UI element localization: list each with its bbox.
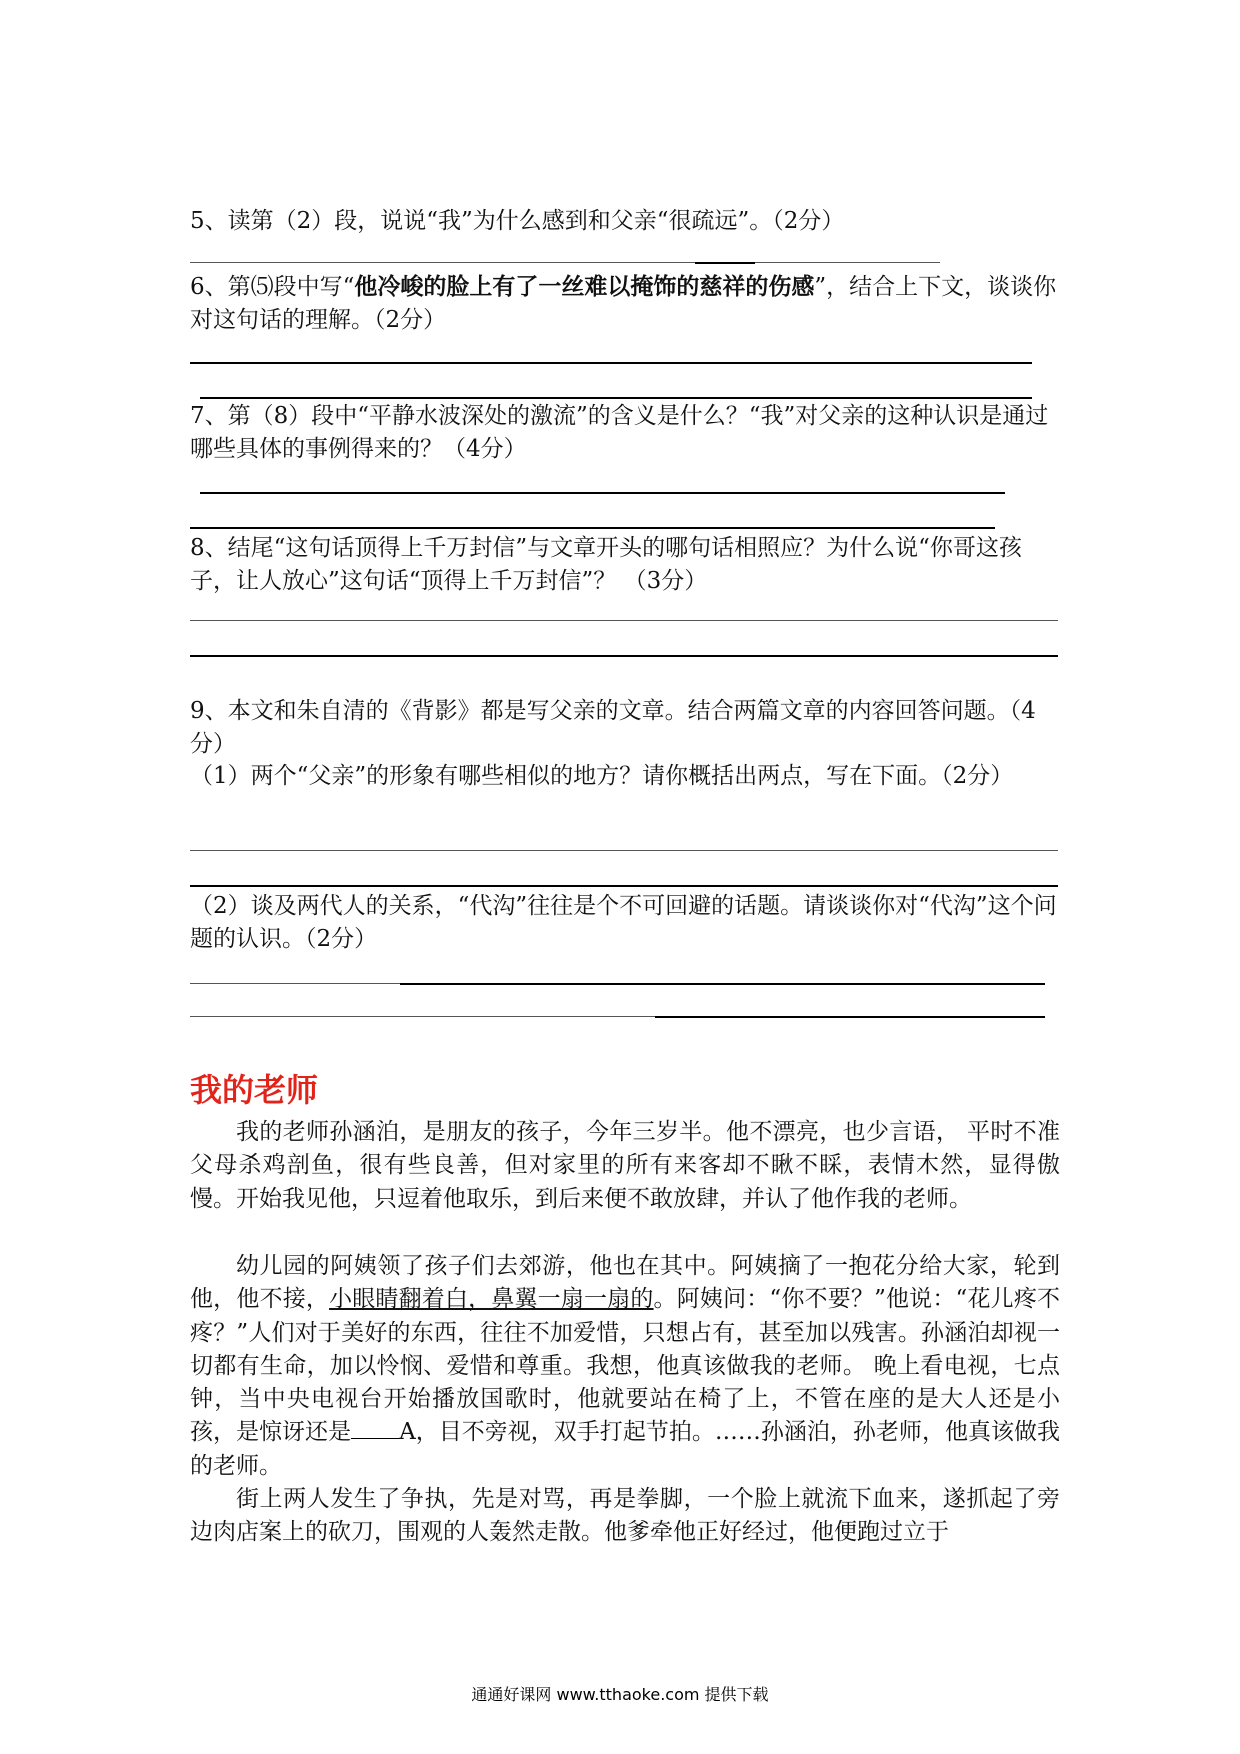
answer-line [190,885,1058,887]
question-6-lead: 6、第⑸段中写“ [190,274,355,300]
answer-line [190,362,1032,364]
question-5: 5、读第（2）段，说说“我”为什么感到和父亲“很疏远”。（2分） [190,208,845,234]
paragraph-2-text: ，目不旁视，双手打起节拍。……孙涵泊，孙老师，他真该做我的老师。 [190,1419,1061,1479]
question-9-part-2: （2）谈及两代人的关系，“代沟”往往是个不可回避的话题。请谈谈你对“代沟”这个问题的认识。（2分） [190,893,1057,952]
answer-line [655,1016,1045,1018]
fill-in-blank [351,1416,399,1439]
blank-marker: A [399,1419,416,1446]
article-paragraph-1: 我的老师孙涵泊，是朋友的孩子，今年三岁半。他不漂亮，也少言语， 平时不准父母杀鸡剖鱼，很有些良善，但对家里的所有来客却不瞅不睬，表情木然，显得傲慢。开始我见他，只逗着他取乐，到后来便不敢放肆，并认了他作我的老师。 [190,1119,1060,1212]
question-9-part-1: （1）两个“父亲”的形象有哪些相似的地方？请你概括出两点，写在下面。（2分） [190,763,1014,789]
underlined-phrase: 小眼睛翻着白，鼻翼一扇一扇的 [329,1286,654,1313]
answer-line [200,397,1032,399]
answer-line [695,262,755,264]
answer-line [190,850,1058,851]
question-6-quote: 他冷峻的脸上有了一丝难以掩饰的慈祥的伤感 [354,273,815,300]
answer-line [190,1016,655,1017]
answer-line [200,492,1005,494]
paragraph-2-text: 幼儿园的阿姨领了孩子们去郊游，他也在其中。阿姨摘了一抱花分给大家，轮到他，他不接， [190,1253,1060,1313]
answer-line [400,983,1045,985]
answer-line [190,262,695,263]
question-6 [190,270,1060,337]
answer-line [190,620,1058,621]
paragraph-2-text: 。阿姨问：“你不要？”他说：“花儿疼不疼？”人们对于美好的东西，往往不加爱惜，只想占有，甚至加以残害。孙涵泊却视一切都有生命，加以怜悯、爱惜和尊重。我想，他真该做我的老师。 晚上看电视，七点钟，当中央电视台开始播放国歌时，他就要站在椅了上，不管在座的是大人还是小孩，是惊讶还是 [190,1286,1061,1446]
page-footer: 通通好课网 www.tthaoke.com 提供下载 [471,1685,769,1704]
answer-line [190,983,400,984]
question-6-tail: ”，结合上下文，谈谈你对这句话的理解。（2分） [190,274,1057,333]
article-paragraph-3: 街上两人发生了争执，先是对骂，再是拳脚，一个脸上就流下血来，遂抓起了旁边肉店案上的砍刀，围观的人轰然走散。他爹牵他正好经过，他便跑过立于 [190,1486,1060,1546]
answer-line [190,527,995,529]
answer-line [190,655,1058,657]
article-paragraph-2 [190,1250,1060,1483]
question-8: 8、结尾“这句话顶得上千万封信”与文章开头的哪句话相照应？为什么说“你哥这孩子，让人放心”这句话“顶得上千万封信”？ （3分） [190,535,1022,594]
question-9: 9、本文和朱自清的《背影》都是写父亲的文章。结合两篇文章的内容回答问题。（4分） [190,698,1036,757]
answer-line [755,262,940,263]
question-7: 7、第（8）段中“平静水波深处的激流”的含义是什么？“我”对父亲的这种认识是通过哪些具体的事例得来的？（4分） [190,403,1049,462]
article-title: 我的老师 [190,1071,319,1109]
